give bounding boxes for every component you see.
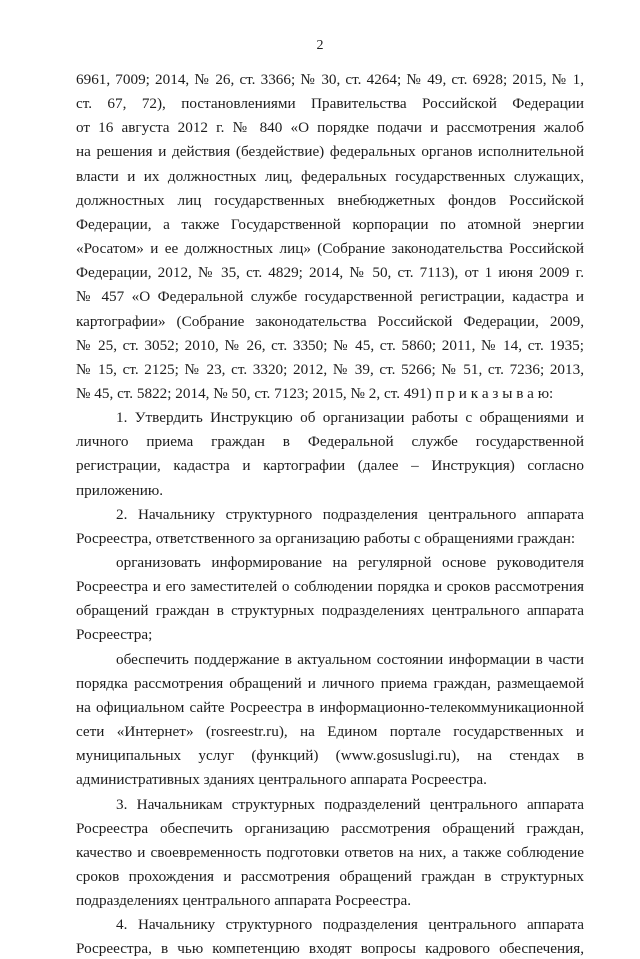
text-line: должностных лиц государственных внебюджетных фондов Российской [76,191,584,209]
text-line: ст. 67, 72), постановлениями Правительства Российской Федерации [76,95,584,113]
text-line: «Росатом» и ее должностных лиц» (Собрание законодательства Российской [76,240,584,257]
text-line: Росреестра и его заместителей о соблюдении порядка и сроков рассмотрения [76,578,584,596]
text-line: обеспечить поддержание в актуальном состоянии информации в части [116,650,584,668]
text-line: 3. Начальникам структурных подразделений центрального аппарата [116,795,584,813]
text-line: качество и своевременность подготовки ответов на них, а также соблюдение [76,843,584,861]
text-line: обращений граждан в структурных подразделениях центрального аппарата [76,602,584,620]
text-line: № 45, ст. 5822; 2014, № 50, ст. 7123; 2015, № 2, ст. 491) п р и к а з ы в а ю: [76,384,554,402]
text-line: административных зданиях центрального аппарата Росреестра. [76,771,487,789]
text-line: сети «Интернет» (rosreestr.ru), на Едином портале государственных и [76,723,584,740]
text-line: 6961, 7009; 2014, № 26, ст. 3366; № 30, ст. 4264; № 49, ст. 6928; 2015, № 1, [76,71,584,88]
text-line: Росреестра, ответственного за организацию работы с обращениями граждан: [76,529,576,547]
text-line: Росреестра обеспечить организацию рассмотрения обращений граждан, [76,819,584,837]
text-line: на решения и действия (бездействие) федеральных органов исполнительной [76,143,584,161]
text-line: власти и их должностных лиц, федеральных государственных служащих, [76,167,584,185]
text-line: картографии» (Собрание законодательства Российской Федерации, 2009, [76,312,584,330]
text-line: организовать информирование на регулярной основе руководителя [116,554,584,571]
text-line: № 15, ст. 2125; № 23, ст. 3320; 2012, № 39, ст. 5266; № 51, ст. 7236; 2013, [76,360,584,378]
text-line: 4. Начальнику структурного подразделения центрального аппарата [116,916,584,934]
page-number: 2 [316,38,324,53]
text-line: Росреестра; [76,626,153,644]
text-line: личного приема граждан в Федеральной службе государственной [76,433,584,451]
text-line: Росреестра, в чью компетенцию входят вопросы кадрового обеспечения, [76,940,584,958]
text-line: на официальном сайте Росреестра в информационно-телекоммуникационной [76,698,584,716]
text-line: Федерации, а также Государственной корпорации по атомной энергии [76,215,584,233]
text-line: приложению. [76,481,164,499]
text-line: подразделениях центрального аппарата Росреестра. [76,892,412,910]
text-line: муниципальных услуг (функций) (www.gosuslugi.ru), на стендах в [76,747,584,765]
text-line: Федерации, 2012, № 35, ст. 4829; 2014, № 50, ст. 7113), от 1 июня 2009 г. [76,264,584,282]
text-line: № 457 «О Федеральной службе государственной регистрации, кадастра и [76,288,584,306]
text-line: 1. Утвердить Инструкцию об организации работы с обращениями и [116,409,584,427]
text-line: № 25, ст. 3052; 2010, № 26, ст. 3350; № 45, ст. 5860; 2011, № 14, ст. 1935; [76,336,584,354]
text-line: порядка рассмотрения обращений и личного приема граждан, размещаемой [76,674,584,692]
text-line: сроков прохождения и рассмотрения обращений граждан в структурных [76,867,584,885]
text-line: регистрации, кадастра и картографии (далее – Инструкция) согласно [76,457,584,475]
text-line: 2. Начальнику структурного подразделения центрального аппарата [116,505,584,523]
text-line: от 16 августа 2012 г. № 840 «О порядке подачи и рассмотрения жалоб [76,119,584,137]
